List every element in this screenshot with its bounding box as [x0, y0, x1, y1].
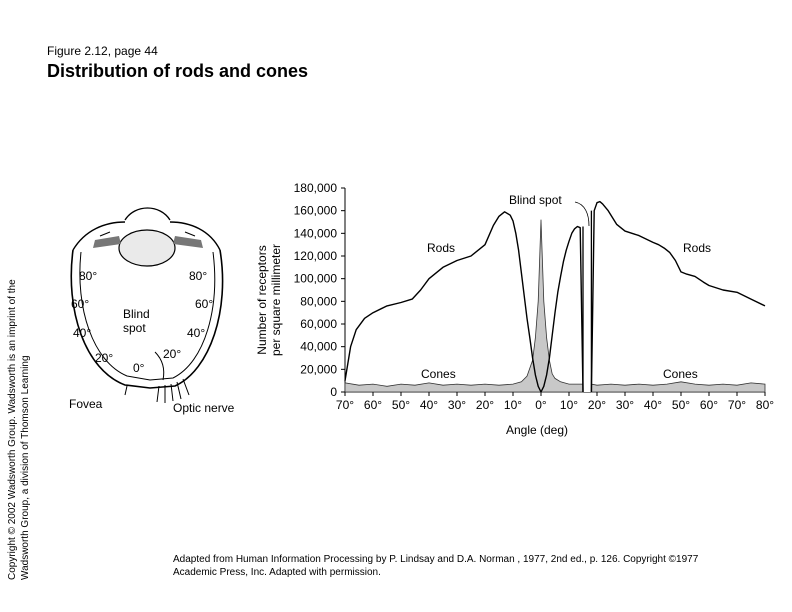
eye-label-left-40: 40° — [73, 326, 92, 340]
y-tick-label: 20,000 — [300, 362, 337, 377]
x-tick-label: 40° — [643, 398, 663, 412]
y-tick-label: 60,000 — [300, 317, 337, 331]
eye-label-right-80: 80° — [189, 269, 208, 283]
credit-line-1: Adapted from Human Information Processing by P. Lindsay and D.A. Norman , 1977, 2nd ed., p. 126. Copyright ©1977 — [173, 554, 699, 565]
rods-series-line — [345, 212, 541, 392]
y-axis-label-line-1: Number of receptors — [255, 245, 269, 355]
eye-label-optic-nerve: Optic nerve — [173, 401, 235, 415]
eye-label-fovea: Fovea — [69, 397, 103, 411]
figure-label: Figure 2.12, page 44 — [47, 44, 158, 58]
eye-label-blind-spot-1: Blind — [123, 307, 150, 321]
rods-series-line — [541, 227, 583, 393]
x-tick-label: 80° — [755, 398, 775, 412]
x-tick-label: 70° — [335, 398, 355, 412]
source-credit — [173, 553, 773, 579]
x-tick-label: 30° — [447, 398, 467, 412]
y-tick-label: 120,000 — [293, 249, 337, 263]
y-tick-label: 140,000 — [293, 226, 337, 241]
eye-label-zero: 0° — [133, 361, 145, 375]
iris-left-shape — [93, 236, 121, 248]
eye-diagram — [55, 190, 245, 420]
cones-series-area — [591, 382, 765, 392]
x-tick-label: 60° — [699, 398, 719, 412]
blind-spot-gap — [583, 188, 591, 392]
receptor-chart — [255, 180, 785, 440]
chart-annotations — [421, 193, 711, 381]
copyright-notice — [6, 240, 32, 580]
x-tick-label: 0° — [535, 398, 547, 412]
y-tick-label: 40,000 — [300, 339, 337, 354]
y-axis-label — [255, 244, 283, 356]
lens-shape — [119, 230, 175, 266]
page-title: Distribution of rods and cones — [47, 61, 309, 81]
x-tick-label: 70° — [727, 398, 747, 412]
fovea-pointer — [125, 386, 127, 395]
rods-series-line — [591, 202, 765, 392]
copyright-line-1: Copyright © 2002 Wadsworth Group. Wadsworth is an imprint of the — [7, 279, 18, 580]
annotation-blind-spot: Blind spot — [509, 193, 562, 207]
rods-lines — [345, 202, 765, 392]
annotation-cones-right: Cones — [663, 367, 698, 381]
optic-nerve-fibers — [157, 379, 189, 403]
x-tick-label: 50° — [391, 398, 411, 412]
x-tick-label: 30° — [615, 398, 635, 412]
chart-frame — [345, 188, 765, 392]
eye-label-left-80: 80° — [79, 269, 98, 283]
y-tick-label: 180,000 — [293, 181, 337, 195]
x-tick-label: 60° — [363, 398, 383, 412]
x-tick-label: 10° — [503, 398, 523, 412]
eye-label-blind-spot-2: spot — [123, 321, 146, 335]
cones-series-area — [345, 220, 583, 392]
x-axis-label: Angle (deg) — [505, 423, 569, 437]
credit-line-2: Academic Press, Inc. Adapted with permission. — [173, 567, 381, 578]
eye-label-right-40: 40° — [187, 326, 206, 340]
x-tick-label: 50° — [671, 398, 691, 412]
annotation-rods-left: Rods — [427, 241, 456, 255]
eye-label-right-60: 60° — [195, 297, 214, 311]
y-tick-label: 0 — [330, 385, 337, 399]
x-tick-label: 20° — [587, 398, 607, 412]
eye-label-left-60: 60° — [71, 297, 90, 311]
annotation-rods-right: Rods — [683, 241, 712, 255]
copyright-line-2: Wadsworth Group, a division of Thomson Learning — [20, 355, 31, 580]
annotation-cones-left: Cones — [421, 367, 456, 381]
iris-right-shape — [173, 236, 203, 248]
y-tick-label: 100,000 — [293, 271, 337, 286]
y-tick-label: 160,000 — [293, 203, 337, 218]
eye-label-left-20: 20° — [95, 351, 114, 365]
x-tick-label: 40° — [419, 398, 439, 412]
y-axis-label-line-2: per square millimeter — [269, 243, 283, 357]
y-tick-label: 80,000 — [300, 294, 337, 309]
eye-label-right-20: 20° — [163, 347, 182, 361]
x-tick-label: 10° — [559, 398, 579, 412]
x-tick-label: 20° — [475, 398, 495, 412]
